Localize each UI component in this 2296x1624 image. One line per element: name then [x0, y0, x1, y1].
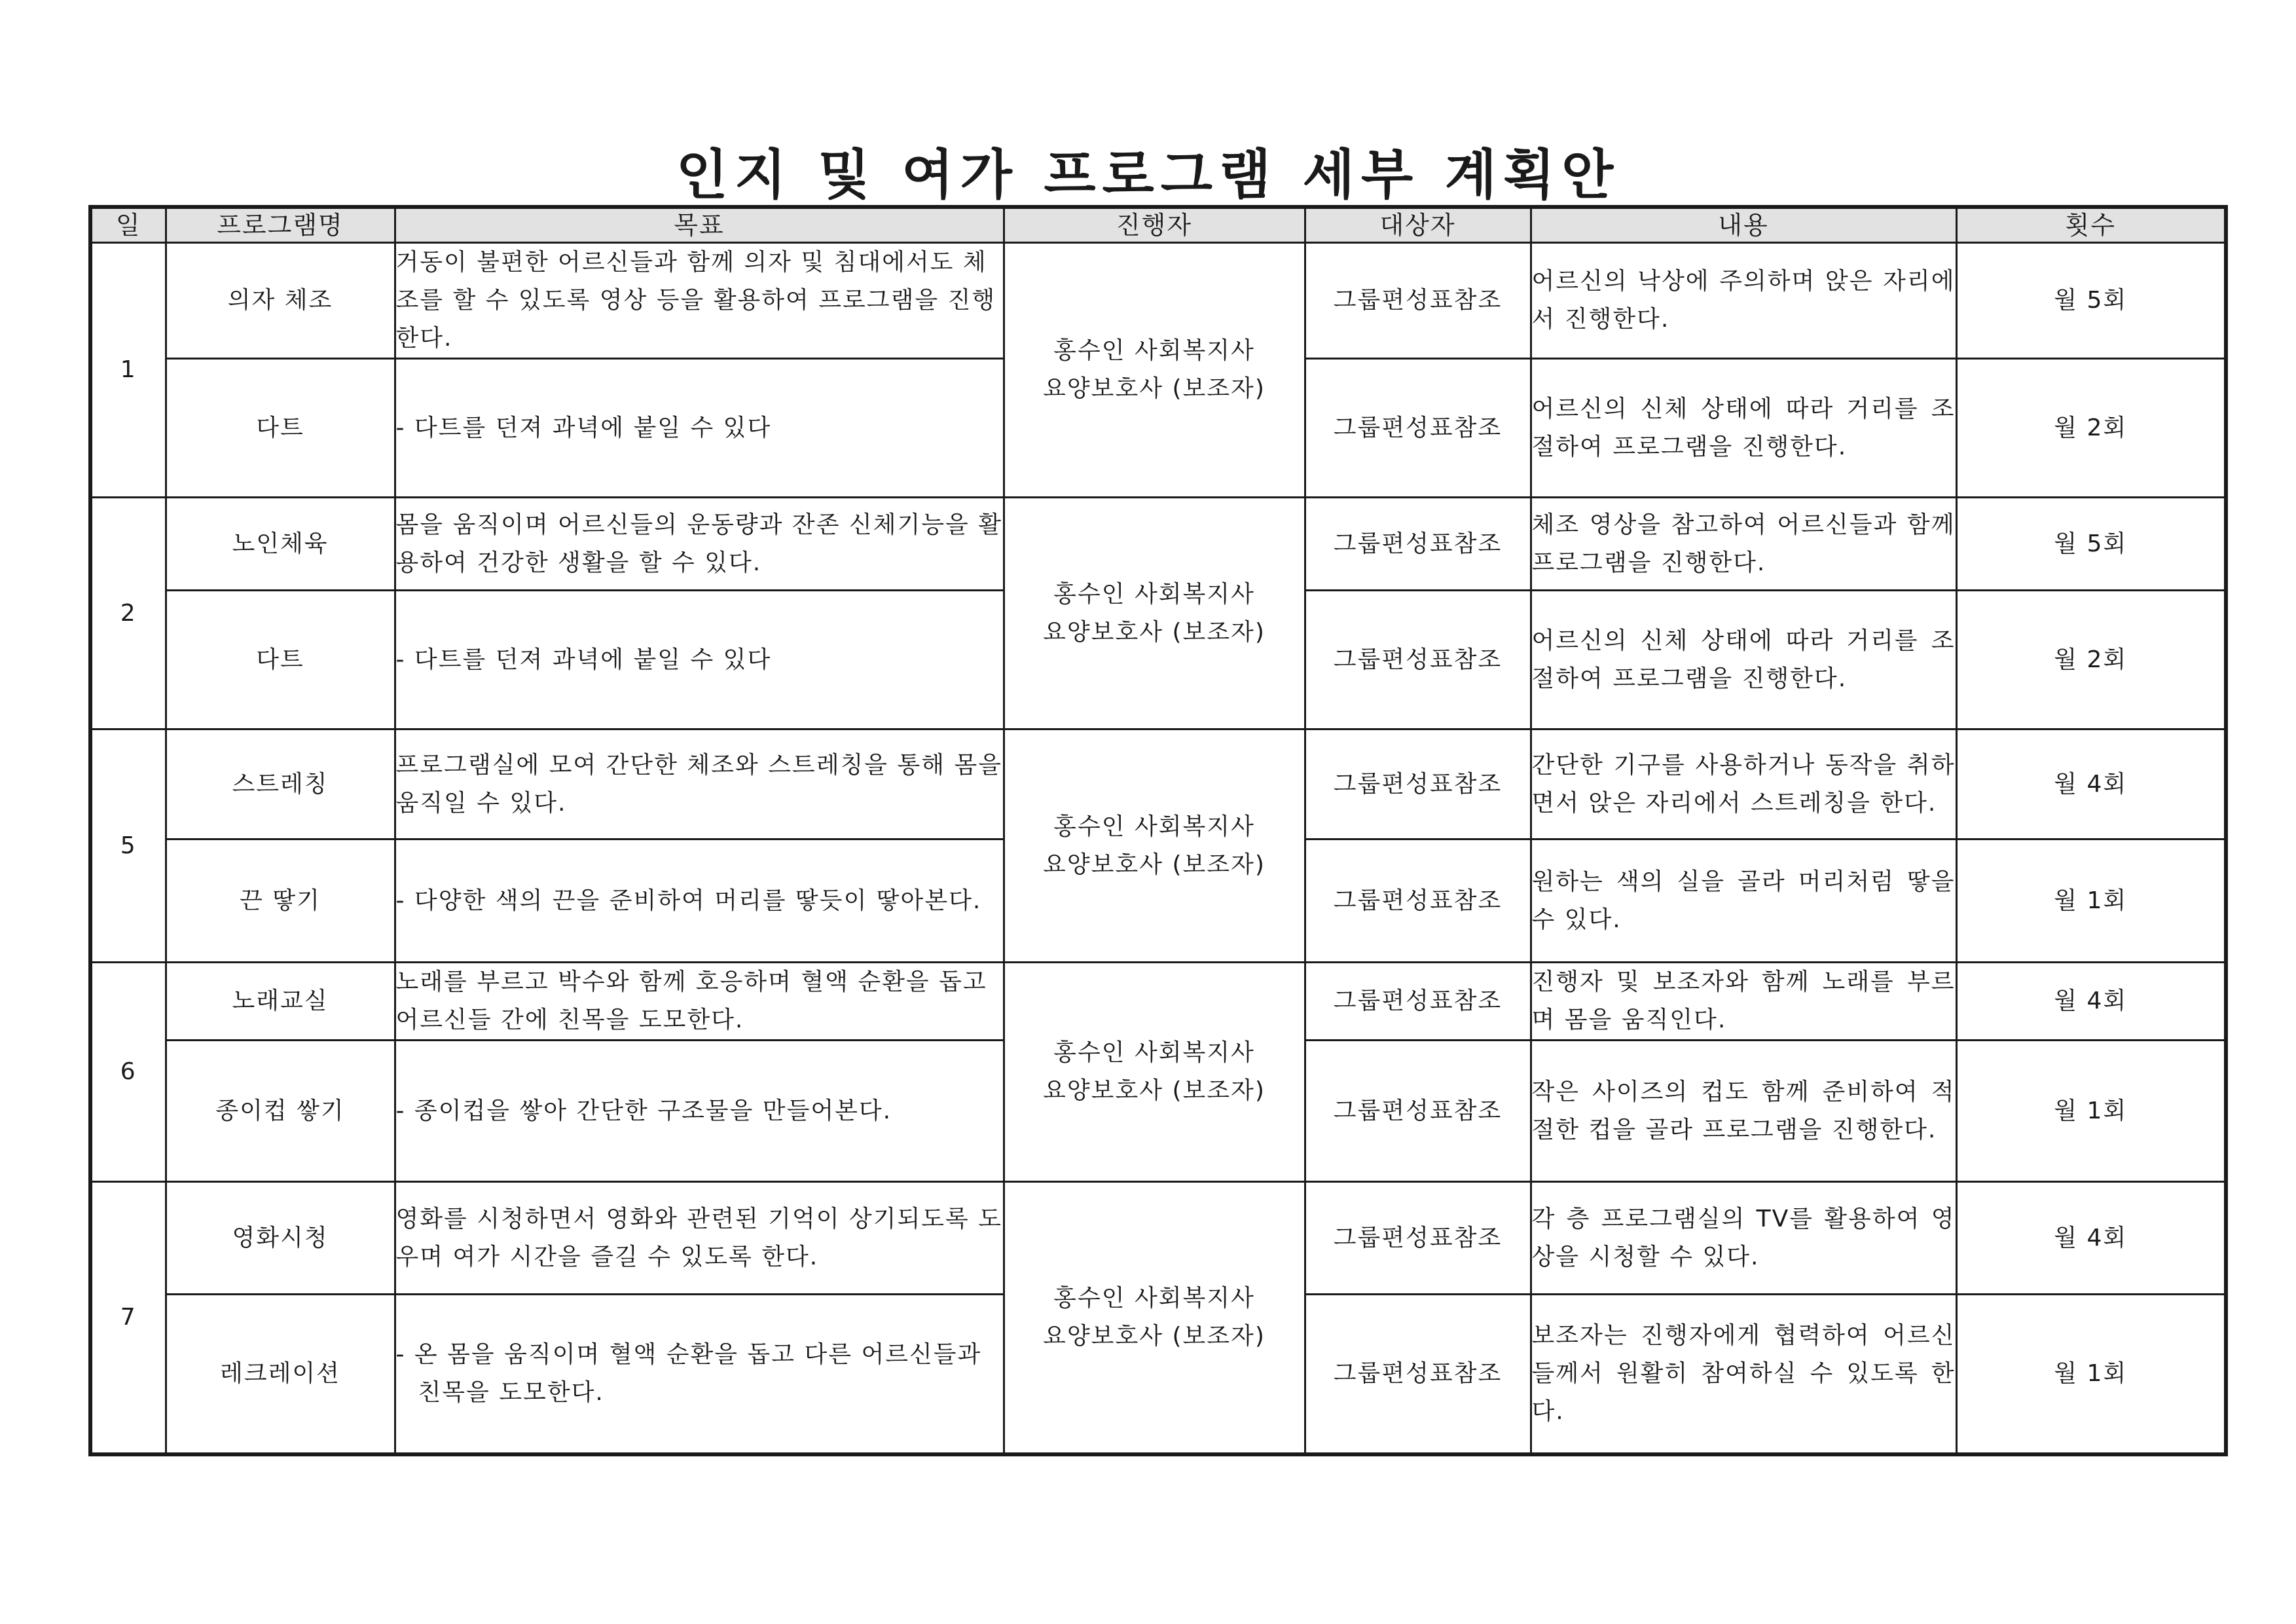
header-content: 내용: [1531, 207, 1956, 243]
day-cell: 5: [90, 729, 166, 963]
count-cell: 월 4회: [1956, 1182, 2226, 1295]
program-name-cell: 노래교실: [166, 963, 395, 1041]
header-day: 일: [90, 207, 166, 243]
staff-line-1: 홍수인 사회복지사: [1053, 1284, 1255, 1312]
staff-cell: [1004, 1182, 1305, 1454]
goal-cell: 프로그램실에 모여 간단한 체조와 스트레칭을 통해 몸을 움직일 수 있다.: [395, 729, 1004, 840]
page-title-text: 인지 및 여가 프로그램 세부 계획안: [676, 144, 1620, 212]
count-cell: 월 4회: [1956, 729, 2226, 840]
program-name-cell: 스트레칭: [166, 729, 395, 840]
count-cell: 월 1회: [1956, 840, 2226, 963]
program-name-cell: 다트: [166, 359, 395, 498]
staff-line-1: 홍수인 사회복지사: [1053, 1039, 1255, 1066]
table-row: [90, 243, 2226, 359]
content-cell: 간단한 기구를 사용하거나 동작을 취하면서 앉은 자리에서 스트레칭을 한다.: [1531, 729, 1956, 840]
target-cell: 그룹편성표참조: [1305, 840, 1531, 963]
target-cell: 그룹편성표참조: [1305, 243, 1531, 359]
day-cell: 1: [90, 243, 166, 498]
content-cell: 각 층 프로그램실의 TV를 활용하여 영상을 시청할 수 있다.: [1531, 1182, 1956, 1295]
day-cell: 7: [90, 1182, 166, 1454]
goal-text: - 온 몸을 움직이며 혈액 순환을 돕고 다른 어르신들과 친목을 도모한다.: [395, 1340, 982, 1406]
count-cell: 월 1회: [1956, 1041, 2226, 1182]
staff-line-1: 홍수인 사회복지사: [1053, 813, 1255, 840]
staff-cell: [1004, 963, 1305, 1182]
content-cell: 어르신의 신체 상태에 따라 거리를 조절하여 프로그램을 진행한다.: [1531, 359, 1956, 498]
table-row: [90, 1182, 2226, 1295]
goal-cell: [395, 359, 1004, 498]
goal-cell: [395, 1295, 1004, 1454]
content-cell: 어르신의 낙상에 주의하며 앉은 자리에서 진행한다.: [1531, 243, 1956, 359]
target-cell: 그룹편성표참조: [1305, 1295, 1531, 1454]
goal-cell: [395, 591, 1004, 729]
program-name-cell: 다트: [166, 591, 395, 729]
staff-line-2: 요양보호사 (보조자): [1043, 375, 1266, 402]
day-cell: 6: [90, 963, 166, 1182]
target-cell: 그룹편성표참조: [1305, 963, 1531, 1041]
count-cell: 월 1회: [1956, 1295, 2226, 1454]
count-cell: 월 4회: [1956, 963, 2226, 1041]
header-program: 프로그램명: [166, 207, 395, 243]
goal-text: - 다양한 색의 끈을 준비하여 머리를 땋듯이 땋아본다.: [395, 887, 982, 914]
target-cell: 그룹편성표참조: [1305, 1182, 1531, 1295]
goal-cell: 몸을 움직이며 어르신들의 운동량과 잔존 신체기능을 활용하여 건강한 생활을 할 수 있다.: [395, 498, 1004, 591]
content-cell: 작은 사이즈의 컵도 함께 준비하여 적절한 컵을 골라 프로그램을 진행한다.: [1531, 1041, 1956, 1182]
program-name-cell: 레크레이션: [166, 1295, 395, 1454]
staff-cell: [1004, 729, 1305, 963]
day-cell: 2: [90, 498, 166, 729]
goal-cell: [395, 1041, 1004, 1182]
goal-cell: 거동이 불편한 어르신들과 함께 의자 및 침대에서도 체조를 할 수 있도록 영상 등을 활용하여 프로그램을 진행한다.: [395, 243, 1004, 359]
staff-line-2: 요양보호사 (보조자): [1043, 618, 1266, 646]
program-name-cell: 끈 땋기: [166, 840, 395, 963]
staff-cell: [1004, 498, 1305, 729]
count-cell: 월 2회: [1956, 591, 2226, 729]
page-title: [0, 143, 2296, 208]
staff-line-2: 요양보호사 (보조자): [1043, 1322, 1266, 1350]
target-cell: 그룹편성표참조: [1305, 591, 1531, 729]
staff-line-2: 요양보호사 (보조자): [1043, 851, 1266, 878]
goal-text: - 다트를 던져 과녁에 붙일 수 있다: [395, 414, 772, 441]
goal-cell: 영화를 시청하면서 영화와 관련된 기억이 상기되도록 도우며 여가 시간을 즐길 수 있도록 한다.: [395, 1182, 1004, 1295]
program-name-cell: 노인체육: [166, 498, 395, 591]
content-cell: 체조 영상을 참고하여 어르신들과 함께 프로그램을 진행한다.: [1531, 498, 1956, 591]
table-row: [90, 729, 2226, 840]
program-name-cell: 의자 체조: [166, 243, 395, 359]
goal-cell: 노래를 부르고 박수와 함께 호응하며 혈액 순환을 돕고 어르신들 간에 친목을 도모한다.: [395, 963, 1004, 1041]
target-cell: 그룹편성표참조: [1305, 498, 1531, 591]
count-cell: 월 2회: [1956, 359, 2226, 498]
goal-cell: [395, 840, 1004, 963]
staff-line-1: 홍수인 사회복지사: [1053, 337, 1255, 364]
staff-cell: [1004, 243, 1305, 498]
content-cell: 보조자는 진행자에게 협력하여 어르신들께서 원활히 참여하실 수 있도록 한다.: [1531, 1295, 1956, 1454]
program-name-cell: 영화시청: [166, 1182, 395, 1295]
goal-text: - 다트를 던져 과녁에 붙일 수 있다: [395, 646, 772, 673]
target-cell: 그룹편성표참조: [1305, 1041, 1531, 1182]
content-cell: 원하는 색의 실을 골라 머리처럼 땋을 수 있다.: [1531, 840, 1956, 963]
content-cell: 어르신의 신체 상태에 따라 거리를 조절하여 프로그램을 진행한다.: [1531, 591, 1956, 729]
program-plan-table: [88, 205, 2228, 1456]
staff-line-2: 요양보호사 (보조자): [1043, 1077, 1266, 1104]
table-header-row: [90, 207, 2226, 243]
target-cell: 그룹편성표참조: [1305, 359, 1531, 498]
table-row: [90, 498, 2226, 591]
goal-text: - 종이컵을 쌓아 간단한 구조물을 만들어본다.: [395, 1097, 892, 1124]
content-cell: 진행자 및 보조자와 함께 노래를 부르며 몸을 움직인다.: [1531, 963, 1956, 1041]
header-goal: 목표: [395, 207, 1004, 243]
program-name-cell: 종이컵 쌓기: [166, 1041, 395, 1182]
header-staff: 진행자: [1004, 207, 1305, 243]
count-cell: 월 5회: [1956, 243, 2226, 359]
table-row: [90, 963, 2226, 1041]
header-target: 대상자: [1305, 207, 1531, 243]
header-count: 횟수: [1956, 207, 2226, 243]
count-cell: 월 5회: [1956, 498, 2226, 591]
staff-line-1: 홍수인 사회복지사: [1053, 580, 1255, 608]
target-cell: 그룹편성표참조: [1305, 729, 1531, 840]
